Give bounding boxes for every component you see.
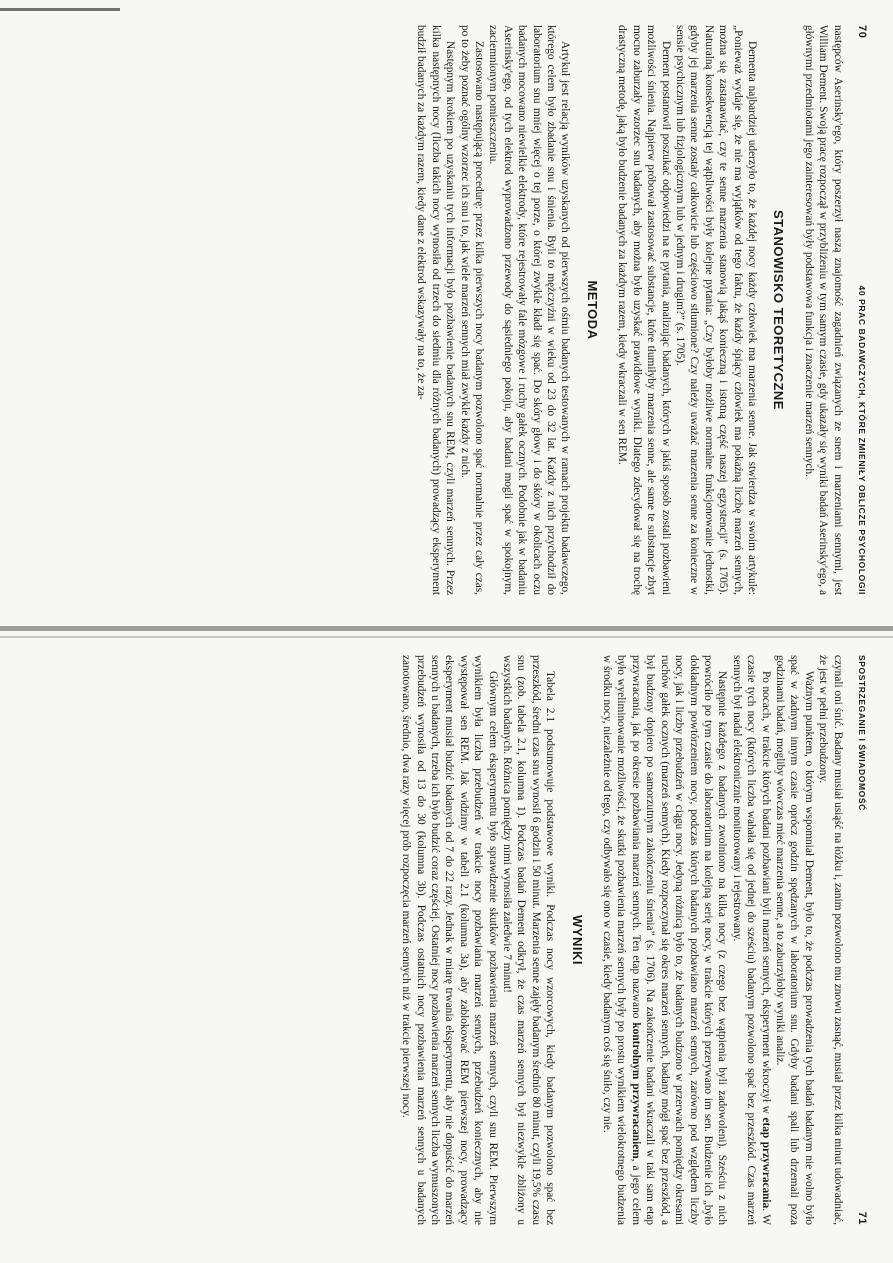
scan-artifact-gutter xyxy=(0,626,893,631)
running-head xyxy=(855,25,869,595)
recovery-term: etap przywracania xyxy=(759,1117,772,1209)
control-text-end: , a jego celem było wyeliminowanie możliwości, że skutki pozbawienia marzeń sennych były po prostu wynikiem wielokrotnego budzenia w środku nocy, niezależnie od tego, czy odbywało się ono w czasie, kiedy badanym coś się śniło, czy nie. xyxy=(601,655,642,1226)
scan-artifact-gutter-thin xyxy=(0,636,893,638)
method-paragraph-1: Artykuł jest relacją wyników uzyskanych od pierwszych ośmiu badanych testowanych w ramach projektu badawczego, którego celem było zbadanie snu i śnienia. Byli to mężczyźni w wieku od 23 do 32 lat. Każdy z nich przychodził do laboratorium snu mniej więcej o tej porze, o której zwykle kładł się spać. Do skóry głowy i do skóry w okolicach oczu badanych mocowano niewielkie elektrody, które rejestrowały fale mózgowe i ruchy gałek ocznych. Podobnie jak w badaniu Aserinsky'ego, od tych elektrod wyprowadzono przewody do sąsiedniego pokoju, aby badani mogli spać w spokojnym, zaciemnionym pomieszczeniu. xyxy=(487,25,572,595)
paragraph-control xyxy=(600,655,730,1225)
section-title-results: WYNIKI xyxy=(569,915,585,965)
method-paragraph-2: Zastosowano następującą procedurę: przez kilka pierwszych nocy badanym pozwolono spać normalnie przez cały czas, po to żeby poznać ogólny wzorzec ich snu i to, jak wiele marzeń sennych miał zwykle każdy z nich. xyxy=(458,25,486,595)
paragraph-lab-rules: Ważnym punktem, o którym wspomniał Dement, było to, że podczas prowadzenia tych badań badanym nie wolno było spać w żadnym innym czasie oprócz godzin spędzanych w laboratorium snu. Gdyby badani spali lub drzemali poza godzinami badań, mogliby wówczas mieć marzenia senne, a to zaburzyłoby wyniki analiz. xyxy=(773,655,815,1225)
section-title-theory: STANOWISKO TEORETYCZNE xyxy=(771,210,787,410)
results-paragraph-1: Tabela 2.1 podsumowuje podstawowe wyniki. Podczas nocy wzorcowych, kiedy badanym pozwolono spać bez przeszkód, średni czas snu wynosił 6 godzin i 50 minut. Marzenia senne zajęły badanym średnio 80 minut, czyli 19,5% czasu snu (zob. tabela 2.1, kolumna 1). Podczas badań Dement odkrył, że czas marzeń sennych był niezwykle zbliżony u wszystkich badanych. Różnica pomiędzy nimi wynosiła zaledwie 7 minut! xyxy=(501,655,557,1225)
page-70-region xyxy=(0,15,893,625)
running-head xyxy=(855,655,869,1225)
running-head-title: 40 PRAC BADAWCZYCH, KTÓRE ZMIENIŁY OBLICZE PSYCHOLOGII xyxy=(857,285,867,595)
page-number: 70 xyxy=(856,25,868,39)
control-text-start: Następnie każdego z badanych zwolniono na kilka nocy (z czego bez wątpienia byli zadowoleni). Sześciu z nich powróciło po tym czasie do laboratorium na kolejną serię nocy, w trakcie których przerywano im sen. Budzenie ich „było dokładnym powtórzeniem nocy, podczas których badanych pozbawiano marzeń sennych, zarówno pod względem liczby nocy, jak i liczby przebudzeń w ciągu nocy. Jedyną różnicą było to, że badanych budzono w przerwach pomiędzy okresami ruchów gałek ocznych (marzeń sennych). Kiedy rozpoczynał się okres marzeń sennych, badany mógł spać bez przeszkód, a był budzony dopiero po samorzutnym zakończeniu śnienia” (s. 1706). Na zakończenie badani wkraczali w taki sam etap przywracania, jak po okresie pozbawiania marzeń sennych. Ten etap nazwano xyxy=(629,655,729,1225)
page-70 xyxy=(33,15,893,605)
page-71 xyxy=(33,645,893,1235)
paragraph-recovery xyxy=(729,655,772,1225)
section-title-method: METODA xyxy=(584,280,600,340)
control-term: kontrolnym przywracaniem xyxy=(629,1022,642,1159)
continuation-paragraph: czynali oni śnić. Badany musiał usiąść na łóżku i, zanim pozwolono mu znowu zasnąć, musiał przez kilka minut udowadniać, że jest w pełni przebudzony. xyxy=(817,655,844,1225)
page-71-region xyxy=(0,645,893,1255)
page-number: 71 xyxy=(856,1211,868,1225)
running-head-title: SPOSTRZEGANIE I ŚWIADOMOŚĆ xyxy=(857,655,867,811)
recovery-text-end: . W czasie tych nocy (których liczba wahała się od jednej do sześciu) badanym pozwolono spać bez przeszkód. Czas marzeń sennych był nadal elektronicznie monitorowany i rejestrowany. xyxy=(730,655,772,1226)
scan-artifact-top xyxy=(0,8,120,11)
results-paragraph-2: Głównym celem eksperymentu było sprawdzenie skutków pozbawienia marzeń sennych, czyli snu REM. Pierwszym wynikiem była liczba przebudzeń w trakcie nocy pozbawiania marzeń sennych, przebudzeń koniecznych, aby nie występował sen REM. Jak widzimy w tabeli 2.1 (kolumna 3a), aby zablokować REM pierwszej nocy, prowadzący eksperyment musiał budzić badanych od 7 do 22 razy. Jednak w miarę trwania eksperymentu, aby nie dopuścić do marzeń sennych u badanych, trzeba ich było budzić coraz częściej. Ostatniej nocy pozbawienia marzeń sennych liczba wymuszonych przebudzeń wynosiła od 13 do 30 (kolumna 3b). Podczas ostatnich nocy pozbawienia marzeń sennych u badanych zanotowano, średnio, dwa razy więcej prób rozpoczęcia marzeń sennych niż w trakcie pierwszej nocy. xyxy=(400,655,499,1225)
intro-paragraph: następców Aserinsky'ego, który poszerzył naszą znajomość zagadnień związanych ze snem i marzeniami sennymi, jest William Dement. Swoją pracę rozpoczął w przybliżeniu w tym samym czasie, gdy ukazały się wyniki badań Aserinsky'ego, a głównymi przedmiotami jego zainteresowań były podstawowa funkcja i znaczenie marzeń sennych. xyxy=(802,25,844,595)
theory-paragraph-1: Dementa najbardziej uderzyło to, że każdej nocy każdy człowiek ma marzenia senne. Jak stwierdza w swoim artykule: „Ponieważ wydaje się, że nie ma wyjątków od tego faktu, że każdy śpiący człowiek ma pokaźną liczbę marzeń sennych, można się zastanawiać, czy te senne marzenia stanowią jakąś konieczną i istotną część naszej egzystencji” (s. 1705). Naturalną konsekwencją tej wątpliwości były kolejne pytania: „Czy byłoby możliwe normalne funkcjonowanie jednostki, gdyby jej marzenia senne zostały całkowicie lub częściowo stłumione? Czy należy uważać marzenia senne za konieczne w sensie psychicznym lub fizjologicznym lub w jednym i drugim?” (s. 1705). xyxy=(673,25,758,595)
recovery-text-start: Po nocach, w trakcie których badani pozbawiani byli marzeń sennych, eksperyment wkroczył w xyxy=(759,671,772,1118)
method-paragraph-3: Następnym krokiem po uzyskaniu tych informacji było pozbawienie badanych snu REM, czyli marzeń sennych. Przez kilka następnych nocy (liczba takich nocy wynosiła od trzech do siedmiu dla różnych badanych) prowadzący eksperyment budził badanych za każdym razem, kiedy dane z elektrod wskazywały na to, że za- xyxy=(415,25,457,595)
theory-paragraph-2: Dement postanowił poszukać odpowiedzi na te pytania, analizując badanych, których w jakiś sposób zostali pozbawieni możliwości śnienia. Najpierw próbował zastosować substancje, które tłumiłyby marzenia senne, ale same te substancje zbyt mocno zaburzały wzorzec snu badanych, aby można było uzyskać prawidłowe wyniki. Dlatego zdecydował się na trochę drastyczną metodę, jaką było budzenie badanych za każdym razem, kiedy wkraczali w sen REM. xyxy=(616,25,672,595)
